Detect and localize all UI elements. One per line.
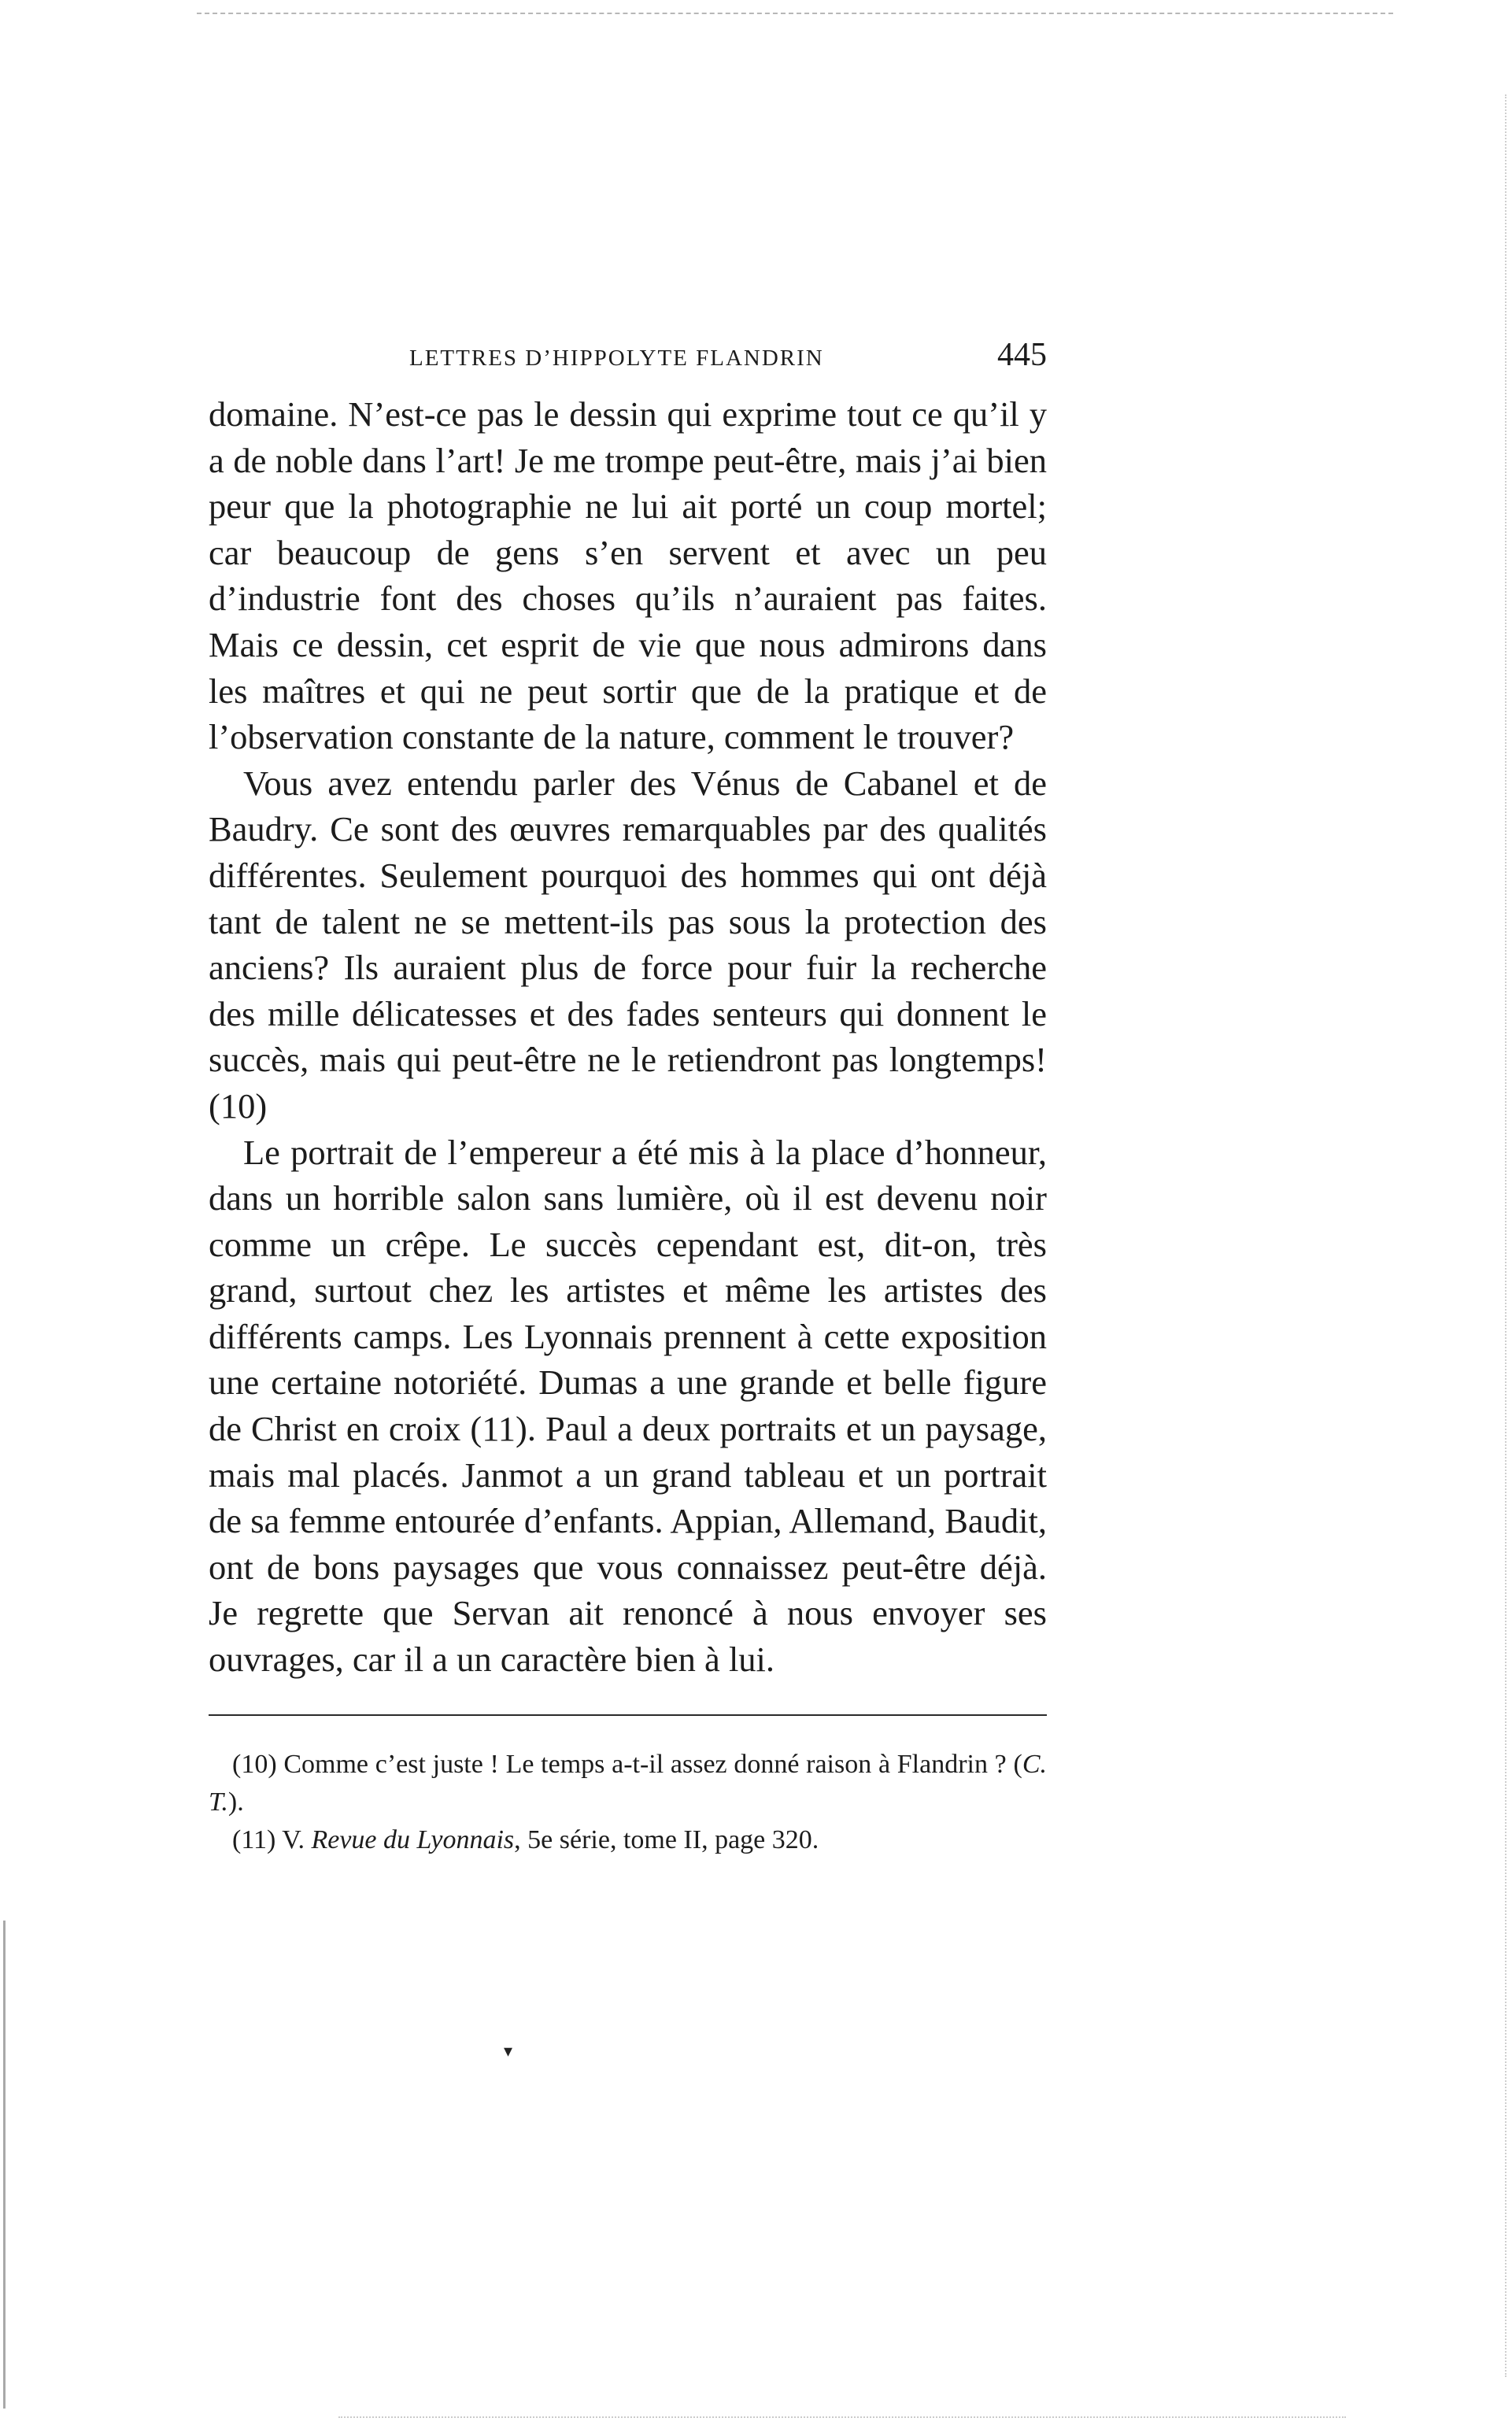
footnote-10-text: (10) Comme c’est juste ! Le temps a-t-il assez donné raison à Flandrin ? ( <box>232 1750 1022 1779</box>
body-text <box>209 391 1047 1683</box>
footnote-10 <box>209 1746 1047 1821</box>
paragraph-2: Vous avez entendu parler des Vénus de Cabanel et de Baudry. Ce sont des œuvres remarquables par des qualités différentes. Seulement pourquoi des hommes qui ont déjà tant de talent ne se mettent-ils pas sous la protection des anciens? Ils auraient plus de force pour fuir la recherche des mille délicatesses et des fades senteurs qui donnent le succès, mais qui peut-être ne le retiendront pas longtemps! (10) <box>209 763 1047 1126</box>
scan-edge-left <box>3 1921 6 2409</box>
scan-edge-top <box>197 13 1393 14</box>
footnote-11 <box>209 1821 1047 1859</box>
scan-edge-bottom <box>338 2416 1346 2418</box>
footnote-10-tail: ). <box>227 1788 244 1817</box>
ink-speck: ▾ <box>504 2041 513 2061</box>
paragraph-3: Le portrait de l’empereur a été mis à la place d’honneur, dans un horrible salon sans lumière, où il est devenu noir comme un crêpe. Le succès cependant est, dit-on, très grand, surtout chez les artistes et même les artistes des différents camps. Les Lyonnais prennent à cette exposition une certaine notoriété. Dumas a une grande et belle figure de Christ en croix (11). Paul a deux portraits et un paysage, mais mal placés. Janmot a un grand tableau et un portrait de sa femme entourée d’enfants. Appian, Allemand, Baudit, ont de bons paysages que vous connaissez peut-être déjà. Je regrette que Servan ait renoncé à nous envoyer ses ouvrages, car il a un caractère bien à lui. <box>209 1132 1047 1680</box>
footnote-11-tail: , 5e série, tome II, page 320. <box>514 1825 819 1854</box>
footnotes <box>209 1746 1047 1859</box>
running-title: LETTRES D’HIPPOLYTE FLANDRIN <box>409 346 824 371</box>
footnote-10-initials: C. T. <box>209 1750 1047 1817</box>
page-number: 445 <box>997 337 1047 373</box>
paragraph-1: domaine. N’est-ce pas le dessin qui exprime tout ce qu’il y a de noble dans l’art! Je me trompe peut-être, mais j’ai bien peur que la photographie ne lui ait porté un coup mortel; car beaucoup de gens s’en servent et avec un peu d’industrie font des choses qu’ils n’auraient pas faites. Mais ce dessin, cet esprit de vie que nous admirons dans les maîtres et qui ne peut sortir que de la pratique et de l’observation constante de la nature, comment le trouver? <box>209 394 1047 757</box>
footnote-rule <box>209 1714 1047 1716</box>
footnote-11-journal: Revue du Lyonnais <box>311 1825 515 1854</box>
footnote-11-prefix: (11) V. <box>232 1825 312 1854</box>
scan-edge-right <box>1505 94 1506 2377</box>
running-header <box>209 338 1047 378</box>
